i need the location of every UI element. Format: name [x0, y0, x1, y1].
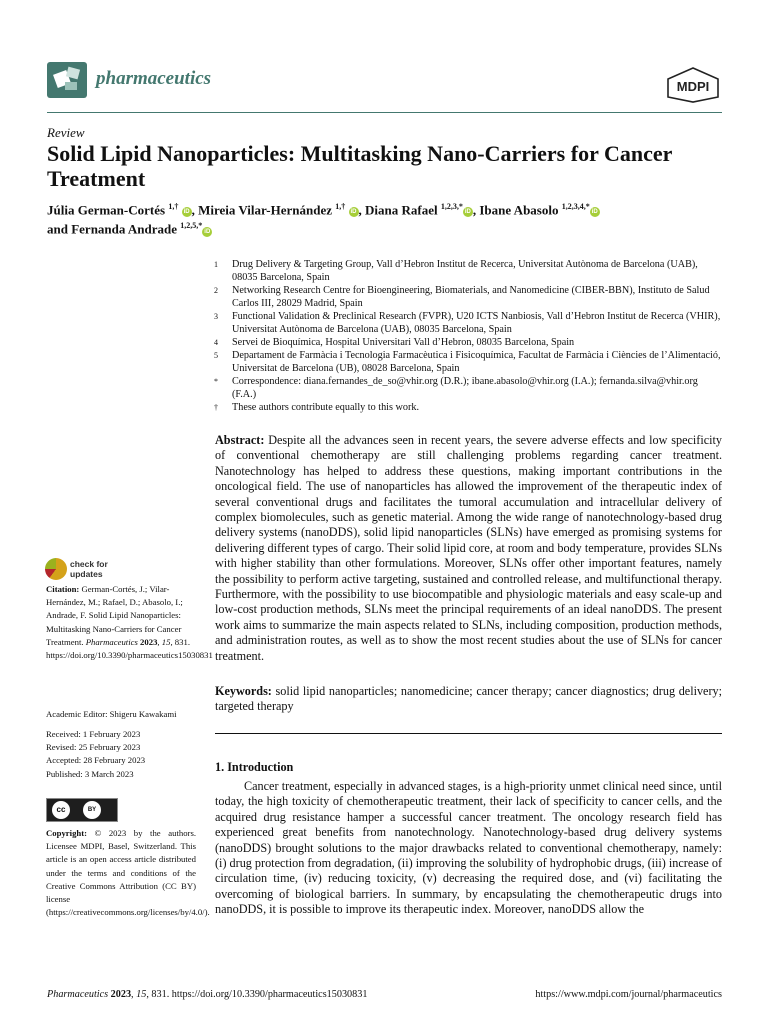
check-updates-icon: [45, 558, 67, 580]
date-published: Published: 3 March 2023: [46, 768, 134, 779]
author-name: Diana Rafael: [365, 202, 438, 218]
citation-label: Citation:: [46, 584, 80, 594]
affiliation-item: [214, 336, 724, 349]
publication-dates: [46, 728, 196, 781]
header-divider: [47, 112, 722, 113]
citation: Citation: German-Cortés, J.; Vilar-Hernández, M.; Rafael, D.; Abasolo, I.; Andrade, F. Solid Lipid Nanoparticles: Multitasking Nano-Carriers for Cancer Treatment. Pharmaceutics 2023, 15, 831. https://doi.org/10.3390/pharmaceutics15030831: [46, 584, 213, 661]
keywords: [215, 684, 722, 715]
section-divider: [215, 733, 722, 734]
introduction-text: Cancer treatment, especially in advanced stages, is a high-priority unmet clinical need since, until today, the high toxicity of chemotherapeutic treatment, their lack of specificity to cancer cells, and the acquired drug resistance hamper a successful cancer treatment. The oncology research field has experienced great benefits from nanotechnology. Nanotechnology-based drug delivery systems (nanoDDS) brought solutions to the major drawbacks related to conventional chemotherapy, namely: (i) drug protection from degradation, (ii) improving the solubility of hydrophobic drugs, (iii) increase of circulation time, (iv) reducing toxicity, (v) decreasing the required dose, and (vi) facilitating the overcoming of biological barriers. In summary, by encapsulating the chemotherapeutic drugs into nanoDDS, it is possible to improve its therapeutic index. Moreover, nanoDDS allow the: [215, 779, 723, 917]
date-revised: Revised: 25 February 2023: [46, 742, 141, 753]
publisher-name: MDPI: [676, 79, 710, 94]
orcid-icon[interactable]: iD: [591, 209, 598, 216]
affiliation-mark: 4: [214, 338, 218, 347]
keywords-text: solid lipid nanoparticles; nanomedicine; cancer therapy; cancer diagnostics; drug delivery; targeted therapy: [215, 684, 723, 714]
citation-year: 2023: [140, 636, 158, 647]
affiliation-text: Servei de Bioquímica, Hospital Universitari Vall d’Hebron, 08035 Barcelona, Spain: [232, 337, 575, 348]
check-for-updates-button[interactable]: [45, 558, 125, 580]
keywords-label: Keywords:: [215, 684, 272, 698]
affiliation-text: Networking Research Centre for Bioengineering, Biomaterials, and Nanomedicine (CIBER-BBN), Instituto de Salud Carlos III, 28029 Madrid, Spain: [232, 285, 710, 309]
footer-year: 2023: [110, 989, 132, 1000]
author-affiliation-marks: 1,†: [335, 202, 346, 211]
correspondence-item: [214, 375, 724, 401]
copyright: [46, 827, 210, 919]
author-affiliation-marks: 1,2,5,*: [180, 221, 203, 231]
date-accepted: Accepted: 28 February 2023: [46, 755, 146, 766]
author-name: Júlia German-Cortés: [47, 202, 166, 218]
orcid-icon[interactable]: iD: [350, 209, 357, 216]
footer-citation: Pharmaceutics 2023, 15, 831. https://doi.org/10.3390/pharmaceutics15030831: [47, 989, 368, 1000]
footer-journal: Pharmaceutics: [47, 989, 109, 1000]
affiliation-text: Drug Delivery & Targeting Group, Vall d’Hebron Institut de Recerca, Universitat Autònoma de Barcelona (UAB), 08035 Barcelona, Spain: [232, 259, 698, 283]
citation-journal: Pharmaceutics: [85, 636, 138, 647]
author-affiliation-marks: 1,2,3,*: [440, 202, 463, 211]
by-icon: BY: [83, 801, 101, 819]
author-name: Mireia Vilar-Hernández: [198, 202, 333, 218]
orcid-icon[interactable]: iD: [464, 209, 471, 216]
abstract-text: Despite all the advances seen in recent years, the severe adverse effects and low specificity of conventional chemotherapy are still challenging problems regarding cancer treatment. Nanotechnology has helped to address these questions, making important contributions in the oncological field. The use of nanoparticles has allowed the improvement of the therapeutic index of several conventional drugs and facilitates the tumoral accumulation and intracellular delivery of complex biomolecules, such as genetic material. Among the wide range of nanotechnology-based drug delivery systems (nanoDDS), solid lipid nanoparticles (SLNs) have emerged as promising systems for delivering different types of cargo. Their solid lipid core, at room and body temperature, provides SLNs with higher stability than other formulations. Moreover, SLNs offer other important features, namely the possibility to perform active targeting, sustained and controlled release, and multifunctional therapy. Furthermore, with the possibility to use biocompatible and physiologic materials and easy scale-up and low-cost production methods, SLNs meet the principal requirements of an ideal nanoDDS. The present work aims to summarize the main aspects related to SLNs, including composition, production methods, and administration routes, as well as to show the most recent studies about the use of SLNs for cancer treatment.: [215, 433, 723, 663]
affiliation-item: [214, 284, 724, 310]
orcid-icon[interactable]: iD: [183, 209, 190, 216]
abstract: [215, 433, 722, 664]
affiliation-text: Functional Validation & Preclinical Research (FVPR), U20 ICTS Nanbiosis, Vall d’Hebron Institut de Recerca (VHIR), Universitat Autònoma de Barcelona (UAB), 08035 Barcelona, Spain: [232, 311, 721, 335]
affiliation-mark: *: [214, 377, 218, 386]
equal-contribution-text: These authors contribute equally to this work.: [232, 402, 420, 413]
affiliation-item: [214, 349, 724, 375]
affiliation-mark: 3: [214, 312, 218, 321]
affiliation-mark: 1: [214, 260, 218, 269]
citation-text: German-Cortés, J.; Vilar-Hernández, M.; Rafael, D.; Abasolo, I.; Andrade, F. Solid Lipid Nanoparticles: Multitasking Nano-Carriers for Cancer Treatment.: [46, 584, 183, 647]
copyright-label: Copyright:: [46, 828, 88, 838]
citation-doi[interactable]: , 831. https://doi.org/10.3390/pharmaceutics15030831: [46, 636, 213, 661]
cc-by-license-badge[interactable]: [46, 798, 118, 822]
author-list: Júlia German-Cortés $^{1,\dagger}$ iD , Mireia Vilar-Hernández $^{1,\dagger}$ iD , Diana Rafael $^{1,2,3,*}$iD , Ibane Abasolo $^{1,2,3,4,*}$iD and Fernanda Andrade $^{1,2,5,*}$iD: [47, 202, 598, 237]
mdpi-logo: [665, 67, 721, 103]
academic-editor: Academic Editor: Shigeru Kawakami: [46, 709, 177, 719]
abstract-label: Abstract:: [215, 433, 265, 447]
affiliation-text: Departament de Farmàcia i Tecnologia Farmacèutica i Fisicoquímica, Facultat de Farmàcia i Ciències de l’Alimentació, Universitat de Barcelona (UB), 08028 Barcelona, Spain: [232, 350, 721, 374]
section-heading: 1. Introduction: [215, 760, 294, 774]
affiliation-mark: 5: [214, 351, 218, 360]
correspondence-text[interactable]: Correspondence: diana.fernandes_de_so@vhir.org (D.R.); ibane.abasolo@vhir.org (I.A.); fernanda.silva@vhir.org (F.A.): [232, 376, 698, 400]
check-updates-line1: check for: [70, 559, 108, 569]
journal-name: pharmaceutics: [96, 68, 212, 89]
affiliation-item: [214, 258, 724, 284]
affiliation-item: [214, 310, 724, 336]
author-name: Ibane Abasolo: [479, 202, 559, 218]
affiliation-mark: †: [214, 403, 218, 412]
affiliation-mark: 2: [214, 286, 218, 295]
copyright-text: © 2023 by the authors. Licensee MDPI, Basel, Switzerland. This article is an open access article distributed under the terms and conditions of the Creative Commons Attribution (CC BY) license (https://creativecommons.org/licenses/by/4.0/).: [46, 828, 210, 918]
citation-volume: 15: [161, 636, 171, 647]
and-word: and: [47, 221, 68, 237]
check-updates-line2: updates: [70, 569, 103, 579]
journal-logo-icon: [47, 62, 87, 98]
affiliations: [214, 258, 724, 414]
footer-journal-url[interactable]: https://www.mdpi.com/journal/pharmaceutics: [535, 989, 722, 1000]
author-affiliation-marks: 1,2,3,4,*: [561, 202, 590, 211]
equal-contribution-note: [214, 401, 724, 414]
footer-volume: 15: [136, 989, 147, 1000]
orcid-icon[interactable]: iD: [204, 228, 211, 235]
cc-icon: cc: [52, 801, 70, 819]
article-type: Review: [47, 125, 85, 140]
author-name: Fernanda Andrade: [71, 221, 178, 237]
author-affiliation-marks: 1,†: [168, 202, 179, 211]
article-title: Solid Lipid Nanoparticles: Multitasking Nano-Carriers for Cancer Treatment: [47, 141, 672, 191]
date-received: Received: 1 February 2023: [46, 729, 141, 739]
footer-doi[interactable]: , 831. https://doi.org/10.3390/pharmaceutics15030831: [146, 989, 368, 1000]
